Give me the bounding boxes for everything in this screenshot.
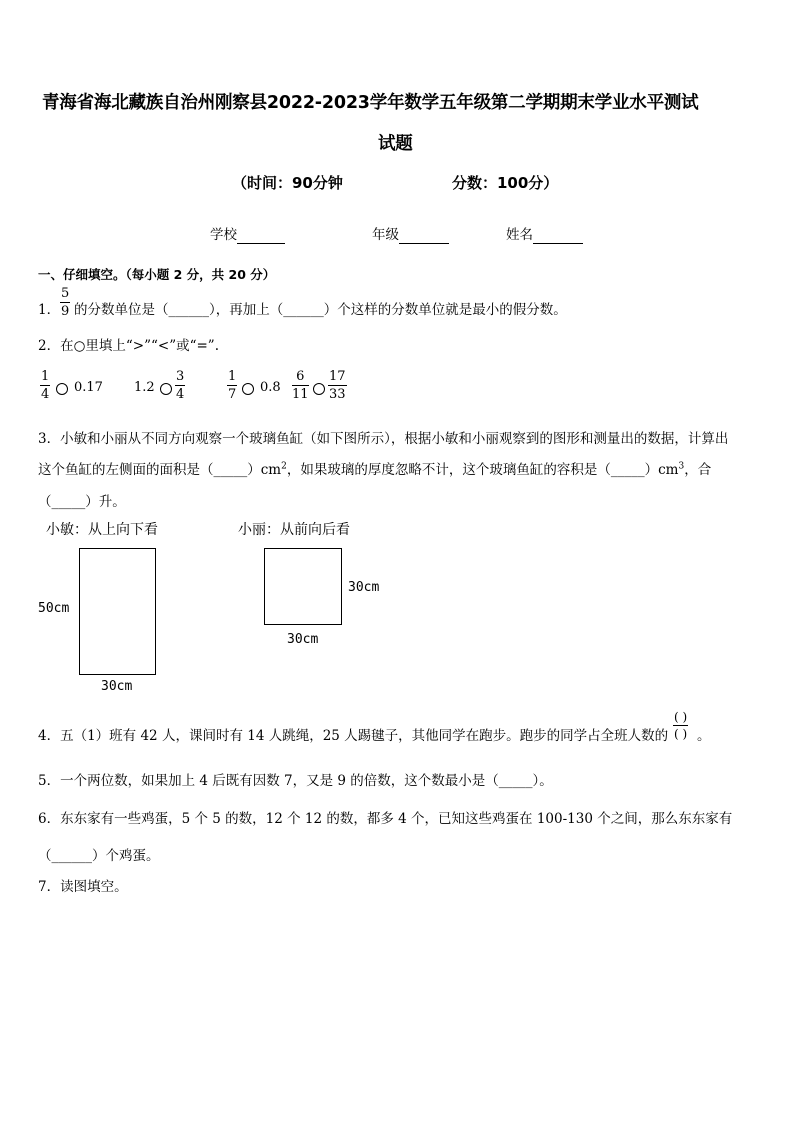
q7-text: 7．读图填空。 — [38, 879, 128, 895]
fig-right-width-label: 30cm — [287, 632, 319, 647]
q3-line2b: ，如果玻璃的厚度忽略不计，这个玻璃鱼缸的容积是（_____）cm — [286, 462, 679, 478]
q4-fraction-denominator[interactable]: ( ) — [674, 727, 688, 741]
q2-item1-numerator: 1 — [41, 369, 50, 384]
q2-item2-denominator: 4 — [176, 387, 185, 402]
exam-time: （时间：90分钟 — [232, 174, 343, 192]
q3-line2a: 这个鱼缸的左侧面的面积是（_____）cm — [38, 462, 282, 478]
fig-left-rectangle — [79, 548, 156, 675]
q1-fraction-denominator: 9 — [61, 304, 70, 319]
q2-item1-fraction — [40, 370, 50, 401]
fig-right-height-label: 30cm — [348, 580, 380, 595]
q6-line2: （______）个鸡蛋。 — [38, 848, 160, 864]
q4-fraction — [673, 711, 688, 740]
school-blank — [237, 227, 285, 244]
page-title: 青海省海北藏族自治州刚察县2022-2023学年数学五年级第二学期期末学业水平测试 — [42, 93, 699, 113]
q3-line2 — [38, 458, 711, 478]
exam-score: 分数：100分） — [452, 174, 559, 192]
q4-text: 4．五（1）班有 42 人，课间时有 14 人跳绳，25 人踢毽子，其他同学在跑步。跑步的同学占全班人数的 — [38, 728, 669, 744]
q2-item3-denominator: 7 — [228, 387, 237, 402]
q1-fraction-numerator: 5 — [61, 286, 70, 301]
q2-item4-fraction-left — [292, 370, 309, 401]
q2-item2-fraction — [175, 370, 185, 401]
q1-number: 1． — [38, 302, 61, 318]
q2-text: 2．在○里填上“>”“<”或“=”. — [38, 338, 220, 354]
q3-sup2: 2 — [281, 461, 287, 472]
q2-item3-value: 0.8 — [260, 380, 281, 395]
school-field — [210, 223, 285, 244]
q2-item3-circle[interactable] — [242, 383, 254, 395]
q2-item2-value: 1.2 — [134, 380, 155, 395]
q3-sup3: 3 — [678, 461, 685, 472]
page-title-line2: 试题 — [378, 134, 413, 154]
fig-left-height-label: 50cm — [38, 601, 70, 616]
q2-item4-denominator2: 33 — [329, 387, 346, 402]
grade-field — [372, 223, 449, 244]
q2-item4-circle[interactable] — [313, 383, 325, 395]
q5-text: 5．一个两位数，如果加上 4 后既有因数 7，又是 9 的倍数，这个数最小是（_____）。 — [38, 773, 553, 789]
grade-label: 年级 — [372, 227, 399, 243]
name-label: 姓名 — [506, 227, 533, 243]
q1-fraction — [60, 287, 70, 318]
section-heading: 一、仔细填空。（每小题 2 分，共 20 分） — [38, 267, 276, 282]
q3-line2c: ，合 — [684, 462, 712, 478]
q2-item3-numerator: 1 — [228, 369, 237, 384]
q2-item4-numerator: 6 — [292, 370, 309, 386]
name-blank — [533, 227, 583, 244]
fig-right-caption: 小丽：从前向后看 — [238, 522, 350, 538]
q4-fraction-numerator[interactable]: ( ) — [674, 710, 688, 724]
q4-end: 。 — [697, 728, 711, 744]
fig-right-square — [264, 548, 342, 625]
q2-item2-circle[interactable] — [160, 383, 172, 395]
grade-blank — [399, 227, 449, 244]
q2-item4-numerator2: 17 — [329, 369, 346, 384]
q1-text: 的分数单位是（______），再加上（______）个这样的分数单位就是最小的假分数。 — [74, 302, 567, 318]
q6-line1: 6．东东家有一些鸡蛋，5 个 5 的数，12 个 12 的数，都多 4 个，已知这些鸡蛋在 100-130 个之间，那么东东家有 — [38, 811, 733, 827]
school-label: 学校 — [210, 227, 237, 243]
q2-item1-denominator: 4 — [41, 387, 50, 402]
q3-line3: （_____）升。 — [38, 494, 126, 510]
q2-item3-fraction — [227, 370, 237, 401]
q2-item4-denominator: 11 — [292, 387, 309, 402]
q3-line1: 3．小敏和小丽从不同方向观察一个玻璃鱼缸（如下图所示），根据小敏和小丽观察到的图形和测量出的数据，计算出 — [38, 431, 729, 447]
q2-item2-numerator: 3 — [176, 369, 185, 384]
name-field — [506, 223, 583, 244]
fig-left-width-label: 30cm — [101, 679, 133, 694]
q2-item4-fraction-right — [328, 370, 347, 401]
fig-left-caption: 小敏：从上向下看 — [46, 522, 158, 538]
q2-item1-circle[interactable] — [56, 383, 68, 395]
q2-item1-value: 0.17 — [74, 380, 103, 395]
